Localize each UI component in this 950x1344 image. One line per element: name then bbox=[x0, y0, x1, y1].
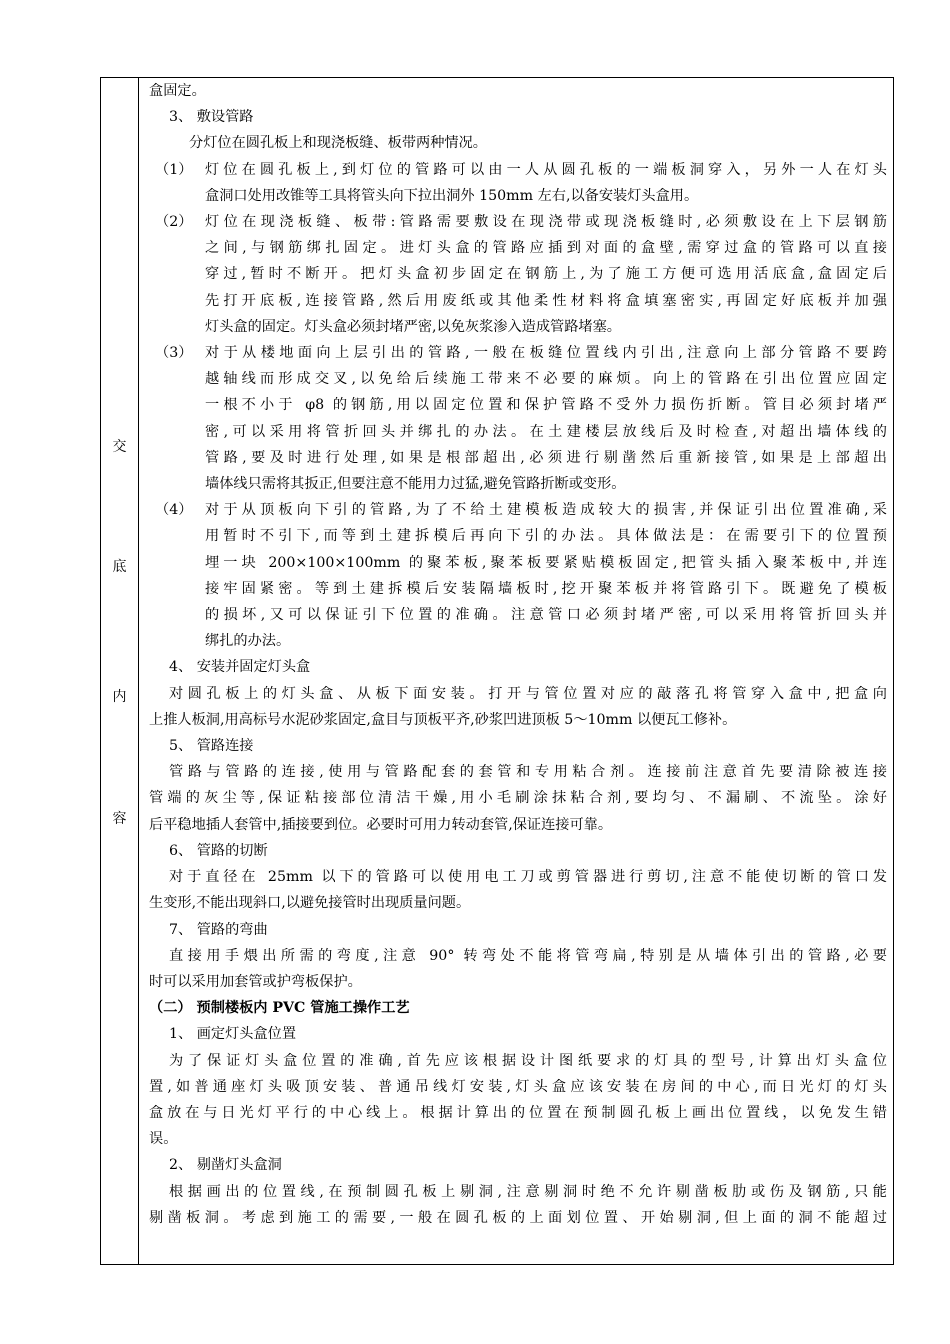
text-line: 盒放在与日光灯平行的中心线上。根据计算出的位置在预制圆孔板上画出位置线，以免发生错 bbox=[149, 1104, 887, 1121]
sub-item-2 bbox=[149, 209, 887, 340]
text-line: 一根不小于 φ8 的钢筋,用以固定位置和保护管路不受外力损伤折断。管目必须封堵严 bbox=[205, 397, 887, 414]
text-line: 管路与管路的连接,使用与管路配套的套管和专用粘合剂。连接前注意首先要清除被连接 bbox=[169, 764, 887, 781]
text-line: 穿过,暂时不断开。把灯头盒初步固定在钢筋上,为了施工方便可选用活底盒,盒固定后 bbox=[205, 266, 887, 283]
text-line: 墙体线只需将其扳正,但要注意不能用力过猛,避免管路折断或变形。 bbox=[205, 476, 626, 493]
text-line: 管路,要及时进行处理,如果是根部超出,必须进行剔凿然后重新接管,如果是上部超出 bbox=[205, 449, 887, 466]
text-line: 密,可以采用将管折回头并绑扎的办法。在土建楼层放线后及时检查,对超出墙体线的 bbox=[205, 423, 887, 440]
section-heading: 4、 安装并固定灯头盒 bbox=[169, 659, 311, 676]
section-heading: 7、 管路的弯曲 bbox=[169, 921, 268, 938]
text-line: 的损坏,又可以保证引下位置的准确。注意管口必须封堵严密,可以采用将管折回头并 bbox=[205, 607, 887, 624]
text-line: 剔凿板洞。考虑到施工的需要,一般在圆孔板的上面划位置、开始剔洞,但上面的洞不能超过 bbox=[149, 1209, 887, 1226]
text-line: 埋一块 200×100×100mm 的聚苯板,聚苯板要紧贴模板固定,把管头插入聚苯板中,并连 bbox=[205, 554, 887, 571]
section-heading: 3、 敷设管路 bbox=[169, 109, 254, 126]
text-line: 后平稳地插人套管中,插接要到位。必要时可用力转动套管,保证连接可靠。 bbox=[149, 816, 613, 833]
section-heading: 2、 剔凿灯头盒洞 bbox=[169, 1157, 282, 1174]
text-line: 灯位在圆孔板上,到灯位的管路可以由一人从圆孔板的一端板洞穿入，另外一人在灯头 bbox=[205, 161, 887, 178]
sub-item-number: （4） bbox=[155, 502, 193, 519]
text-line: 灯位在现浇板缝、板带:管路需要敷设在现浇带或现浇板缝时,必须敷设在上下层钢筋 bbox=[205, 214, 887, 231]
text-line: 分灯位在圆孔板上和现浇板缝、板带两种情况。 bbox=[189, 135, 487, 152]
text-line: 对于直径在 25mm 以下的管路可以使用电工刀或剪管器进行剪切,注意不能使切断的管口发 bbox=[169, 869, 887, 886]
text-line: 先打开底板,连接管路,然后用废纸或其他柔性材料将盒填塞密实,再固定好底板并加强 bbox=[205, 292, 887, 309]
side-label-char-2: 底 bbox=[112, 559, 127, 575]
side-label-char-3: 内 bbox=[112, 689, 127, 705]
text-line: 误。 bbox=[149, 1131, 178, 1148]
document-frame bbox=[100, 77, 894, 1265]
text-line: 对圆孔板上的灯头盒、从板下面安装。打开与管位置对应的敲落孔将管穿入盒中,把盒向 bbox=[169, 685, 887, 702]
text-line: 接牢固紧密。等到土建拆模后安装隔墙板时,挖开聚苯板并将管路引下。既避免了模板 bbox=[205, 580, 887, 597]
text-line: 越轴线而形成交叉,以免给后续施工带来不必要的麻烦。向上的管路在引出位置应固定 bbox=[205, 371, 887, 388]
side-label-char-4: 容 bbox=[112, 811, 127, 827]
section-heading: 6、 管路的切断 bbox=[169, 842, 268, 859]
sub-item-number: （1） bbox=[155, 161, 193, 178]
sub-item-1 bbox=[149, 157, 887, 209]
text-line: 为了保证灯头盒位置的准确,首先应该根据设计图纸要求的灯具的型号,计算出灯头盒位 bbox=[169, 1052, 887, 1069]
text-line: 对于从楼地面向上层引出的管路,一般在板缝位置线内引出,注意向上部分管路不要跨 bbox=[205, 345, 887, 362]
content-body bbox=[139, 78, 893, 1264]
text-line: 盒洞口处用改锥等工具将管头向下拉出洞外 150mm 左右,以备安装灯头盒用。 bbox=[205, 187, 699, 204]
sub-item-number: （2） bbox=[155, 214, 193, 231]
text-line: 时可以采用加套管或护弯板保护。 bbox=[149, 973, 362, 990]
text-line: 管端的灰尘等,保证粘接部位清洁干燥,用小毛刷涂抹粘合剂,要均匀、不漏刷、不流坠。涂好 bbox=[149, 790, 887, 807]
sub-item-4 bbox=[149, 497, 887, 654]
section-heading: 5、 管路连接 bbox=[169, 738, 254, 755]
text-line: 之间,与钢筋绑扎固定。进灯头盒的管路应插到对面的盒壁,需穿过盒的管路可以直接 bbox=[205, 240, 887, 257]
text-line: 生变形,不能出现斜口,以避免接管时出现质量问题。 bbox=[149, 895, 471, 912]
text-line: 绑扎的办法。 bbox=[205, 633, 291, 650]
side-label-char-1: 交 bbox=[112, 439, 127, 455]
section-heading: 1、 画定灯头盒位置 bbox=[169, 1026, 297, 1043]
text-line: 对于从顶板向下引的管路,为了不给土建模板造成较大的损害,并保证引出位置准确,采 bbox=[205, 502, 887, 519]
text-line: 盒固定。 bbox=[149, 83, 206, 99]
text-line: 置,如普通座灯头吸顶安装、普通吊线灯安装,灯头盒应该安装在房间的中心,而日光灯的灯头 bbox=[149, 1078, 887, 1095]
text-line: 直接用手煨出所需的弯度,注意 90° 转弯处不能将管弯扁,特别是从墙体引出的管路,必要 bbox=[169, 947, 887, 964]
chapter-heading: （二） 预制楼板内 PVC 管施工操作工艺 bbox=[149, 1000, 410, 1017]
sub-item-3 bbox=[149, 340, 887, 497]
text-line: 用暂时不引下,而等到土建拆模后再向下引的办法。具体做法是：在需要引下的位置预 bbox=[205, 528, 887, 545]
text-line: 灯头盒的固定。灯头盒必须封堵严密,以免灰浆渗入造成管路堵塞。 bbox=[205, 318, 621, 335]
text-line: 根据画出的位置线,在预制圆孔板上剔洞,注意剔洞时绝不允许剔凿板肋或伤及钢筋,只能 bbox=[169, 1183, 887, 1200]
sub-item-number: （3） bbox=[155, 345, 193, 362]
text-line: 上推人板洞,用高标号水泥砂浆固定,盒目与顶板平齐,砂浆凹进顶板 5～10mm 以便瓦工修补。 bbox=[149, 711, 737, 728]
